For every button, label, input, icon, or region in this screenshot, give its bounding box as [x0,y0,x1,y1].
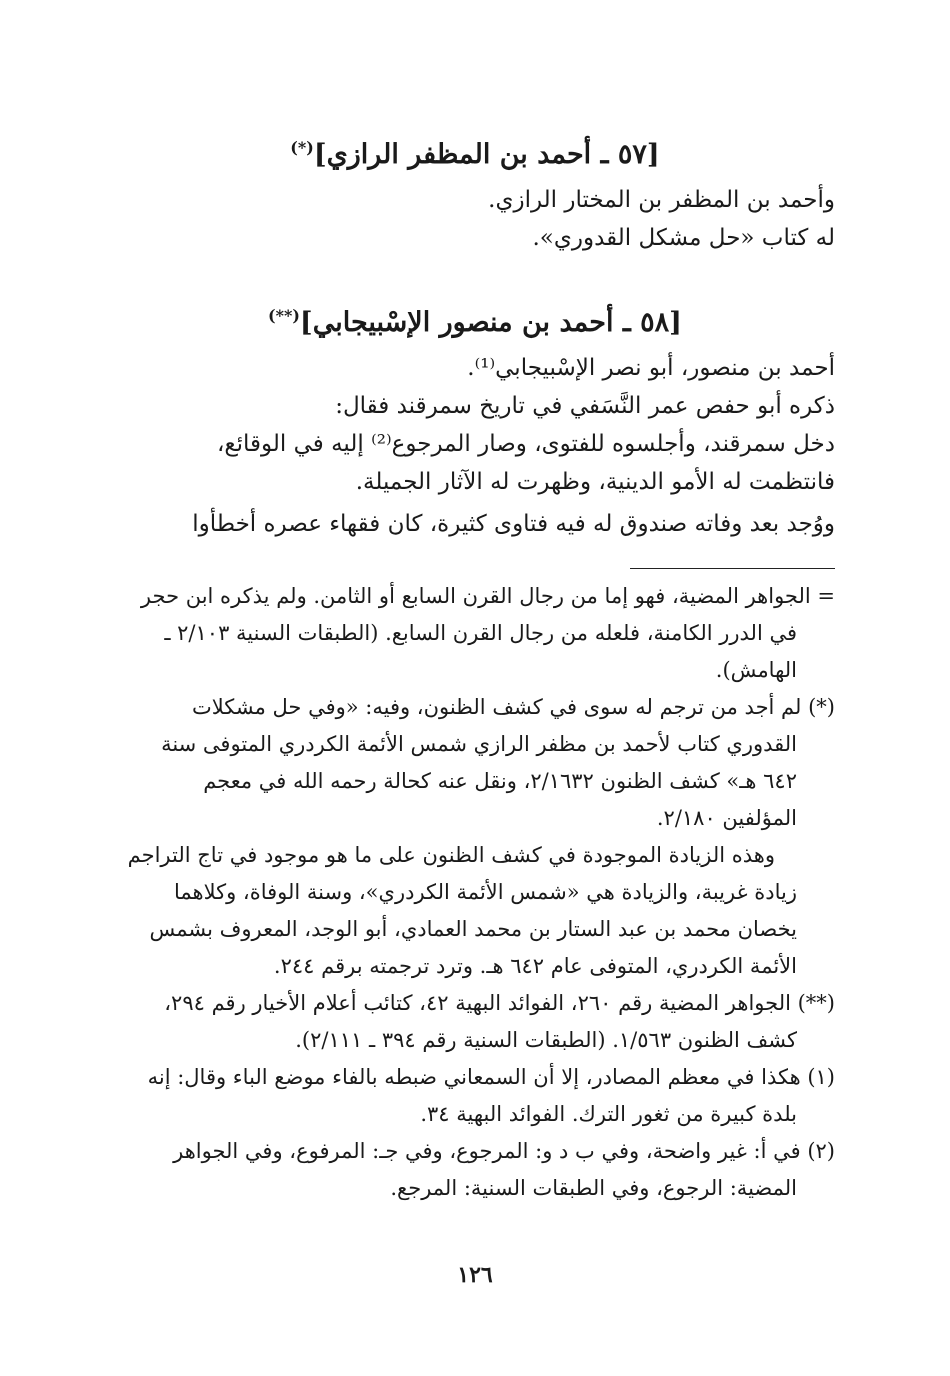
page-number: ١٢٦ [457,1262,493,1288]
footnote-star-line: المؤلفين ٢/١٨٠. [656,806,797,830]
entry-57-line: له كتاب «حل مشكل القدوري». [532,225,835,251]
entry-58-line: ذكره أبو حفص عمر النَّسَفي في تاريخ سمرقند فقال: [335,393,835,419]
entry-57-heading [0,128,950,175]
footnote-star-line: (*) لم أجد من ترجم له سوى في كشف الظنون، وفيه: «وفي حل مشكلات [191,695,835,719]
footnote-1-line: (١) هكذا في معظم المصادر، إلا أن السمعاني ضبطه بالفاء موضع الباء وقال: إنه [147,1065,835,1089]
entry-58-line: أحمد بن منصور، أبو نصر الإسْبيجابي⁽¹⁾. [467,355,835,381]
entry-57-heading-mark: (*) [290,138,314,157]
footnote-1-line: بلدة كبيرة من ثغور الترك. الفوائد البهية ٣٤. [420,1102,797,1126]
footnote-star-para-line: الأئمة الكردري، المتوفى عام ٦٤٢ هـ. وترد ترجمته برقم ٢٤٤. [273,954,797,978]
entry-57-body [115,181,835,257]
footnote-double-star-line: كشف الظنون ١/٥٦٣. (الطبقات السنية رقم ٣٩٤ ـ ٢/١١١). [295,1028,797,1052]
entry-58-heading-mark: (**) [268,306,300,325]
footnotes [115,578,835,1207]
footnote-separator [630,568,835,569]
footnote-continuation-line: في الدرر الكامنة، فلعله من رجال القرن السابع. (الطبقات السنية ٢/١٠٣ ـ [164,621,797,645]
footnote-2-line: المضية: الرجوع، وفي الطبقات السنية: المرجع. [390,1176,797,1200]
entry-57-heading-text: [٥٧ ـ أحمد بن المظفر الرازي] [313,139,660,170]
entry-58-body [115,349,835,543]
entry-58-line: ووُجد بعد وفاته صندوق له فيه فتاوى كثيرة، كان فقهاء عصره أخطأوا [192,511,835,537]
entry-58-heading-text: [٥٨ ـ أحمد بن منصور الإسْبيجابي] [299,307,682,338]
footnote-2-line: (٢) في أ: غير واضحة، وفي ب د و: المرجوع، وفي جـ: المرفوع، وفي الجواهر [173,1139,835,1163]
footnote-continuation-line: = الجواهر المضية، فهو إما من رجال القرن السابع أو الثامن. ولم يذكره ابن حجر [140,584,835,608]
entry-58-line: فانتظمت له الأمو الدينية، وظهرت له الآثار الجميلة. [355,469,835,495]
entry-58-line: دخل سمرقند، وأجلسوه للفتوى، وصار المرجوع⁽²⁾ إليه في الوقائع، [216,431,835,457]
footnote-star-para-line: زيادة غريبة، والزيادة هي «شمس الأئمة الكردري»، وسنة الوفاة، وكلاهما [173,880,797,904]
footnote-star-line: ٦٤٢ هـ» كشف الظنون ٢/١٦٣٢، ونقل عنه كحالة رحمه الله في معجم [203,769,797,793]
footnote-star-para-line: وهذه الزيادة الموجودة في كشف الظنون على ما هو موجود في تاج التراجم [127,843,775,867]
footnote-continuation-line: الهامش). [715,658,797,682]
footnote-star-line: القدوري كتاب لأحمد بن مظفر الرازي شمس الأئمة الكردري المتوفى سنة [161,732,797,756]
footnote-double-star-line: (**) الجواهر المضية رقم ٢٦٠، الفوائد البهية ٤٢، كتائب أعلام الأخيار رقم ٢٩٤، [164,991,835,1015]
footnote-star-para-line: يخصان محمد بن عبد الستار بن محمد العمادي، أبو الوجد، المعروف بشمس [149,917,797,941]
entry-58-heading [0,296,950,343]
entry-57-line: وأحمد بن المظفر بن المختار الرازي. [488,187,835,213]
